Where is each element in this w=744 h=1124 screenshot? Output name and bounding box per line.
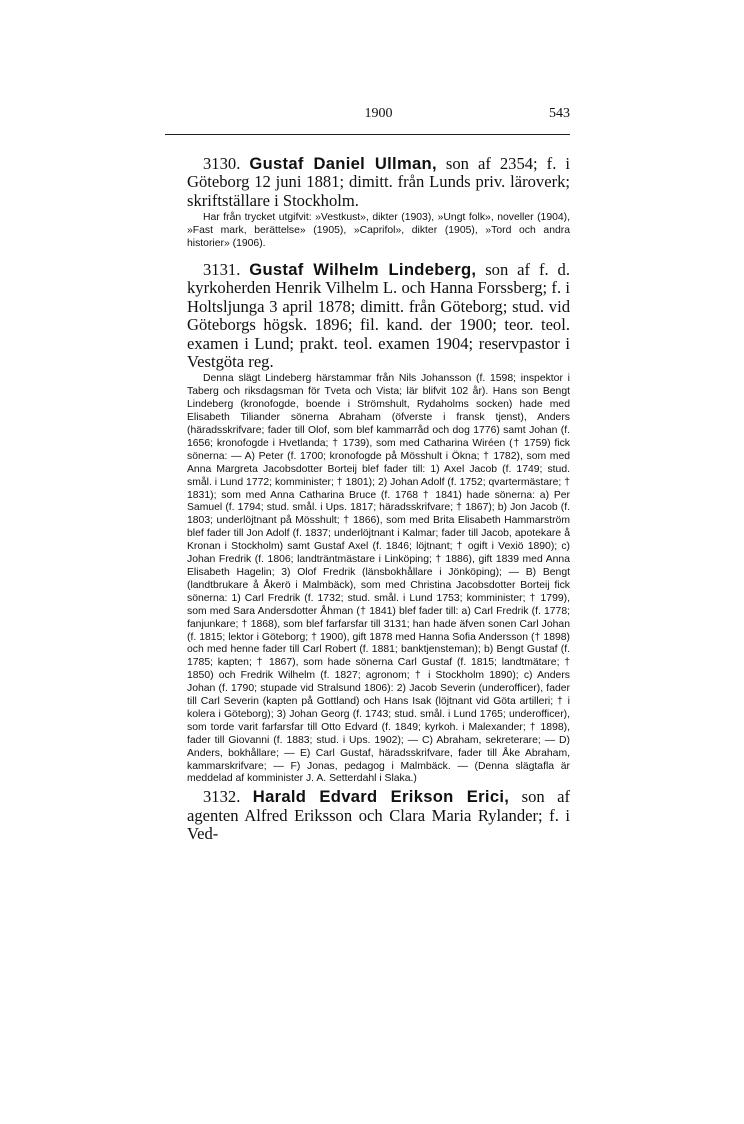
entry-3130	[187, 155, 570, 251]
entry-lead	[187, 155, 570, 210]
entry-3132	[187, 788, 570, 843]
page-header	[187, 106, 570, 128]
book-page	[187, 106, 570, 844]
entry-lead-text: son af agenten Alfred Eriksson och Clara Maria Rylander; f. i Ved-	[187, 787, 571, 844]
entry-notes: Denna slägt Lindeberg härstammar från Nils Johansson (f. 1598; inspektor i Taberg och riksdagsman för Tveta och Vista; lär blifvit 102 år). Hans son Bengt Lindeberg (kronofogde, boende i Strömshult, Rydaholms socken) hade med Elisabeth Tiliander sönerna Abraham (öfverste i fransk tjenst), Anders (häradsskrifvare; fader till Olof, som blef kammarråd och dog 1776) samt Johan (f. 1656; kronofogde i Hvetlanda; † 1739), som med Catharina Wiréen († 1759) fick sönerna: — A) Peter (f. 1700; kronofogde på Mösshult i Ökna; † 1782), som med Anna Margreta Jacobsdotter Borteij blef fader till: 1) Axel Jacob (f. 1749; stud. smål. i Lund 1772; komminister; † 1801); 2) Johan Adolf (f. 1752; qvartermästare; † 1831); som med Anna Catharina Bruce (f. 1768 † 1841) hade sönerna: a) Per Samuel (f. 1794; stud. smål. i Ups. 1817; häradsskrifvare; † 1867); b) Jon Jacob (f. 1803; underlöjtnant på Mösshult; † 1866), som med Brita Elisabeth Hammarström blef fader till Jon Adolf (f. 1837; underlöjtnant i Kalmar; fader till Jacob, apotekare å Kronan i Stockholm) samt Gustaf Axel (f. 1846; löjtnant; † ogift i Vexiö 1890); c) Johan Fredrik (f. 1806; landträntmästare i Linköping; † 1886), gift 1839 med Anna Elisabeth Hagelin; 3) Olof Fredrik (länsbokhållare i Jönköping); — B) Bengt (landtbrukare å Åkerö i Malmbäck), som med Christina Jacobsdotter Borteij fick sönerna: 1) Carl Fredrik (f. 1732; stud. smål. i Lund 1753; komminister; † 1799), som med Sara Andersdotter Åhman († 1841) blef fader till: a) Carl Fredrik (f. 1778; fanjunkare; † 1868), som blef farfarsfar till 3131; han hade äfven sonen Carl Johan (f. 1815; lektor i Göteborg; † 1900), gift 1878 med Hanna Sofia Andersson († 1898) och med henne fader till Carl Robert (f. 1881; banktjensteman); b) Bengt Gustaf (f. 1785; kapten; † 1867), som hade sönerna Carl Gustaf (f. 1815; landtmätare; † 1850) och Fredrik Wilhelm (f. 1827; agronom; † i Stockholm 1890); c) Anders Johan (f. 1790; stupade vid Stralsund 1806): 2) Jacob Severin (underofficer), fader till Carl Severin (kapten på Gottland) och Hans Isak (löjtnant vid Göta artilleri; † i kolera i Göteborg); 3) Johan Georg (f. 1743; stud. smål. i Lund 1765; underofficer), som torde varit farfarsfar till Otto Edvard (f. 1849; kyrkoh. i Malexander; † 1898), fader till Giovanni (f. 1883; stud. i Ups. 1902); — C) Abraham, sekreterare; — D) Anders, bokhållare; — E) Carl Gustaf, häradsskrifvare, fader till Åke Abraham, kammarskrifvare; — F) Jonas, pedagog i Malmbäck. — (Denna slägtafla är meddelad af komminister J. A. Setterdahl i Slaka.)	[187, 373, 570, 785]
entry-notes: Har från trycket utgifvit: »Vestkust», dikter (1903), »Ungt folk», noveller (1904), »Fast mark, berättelse» (1905), »Caprifol», dikter (1905), »Tord och andra historier» (1906).	[187, 212, 570, 250]
entry-lead-text: son af f. d. kyrkoherden Henrik Vilhelm L. och Hanna Forssberg; f. i Holtsljunga 3 april 1878; dimitt. från Göteborg; stud. vid Göteborgs högsk. 1896; fil. kand. der 1900; teor. teol. examen i Lund; prakt. teol. examen 1904; reservpastor i Vestgöta reg.	[187, 259, 570, 371]
entry-name: Harald Edvard Erikson Erici,	[252, 787, 510, 807]
entry-number: 3130.	[203, 154, 241, 173]
entry-lead-text: son af 2354; f. i Göteborg 12 juni 1881; dimitt. från Lunds priv. läroverk; skriftställare i Stockholm.	[187, 154, 570, 210]
entry-lead	[187, 788, 570, 843]
entry-name: Gustaf Daniel Ullman,	[249, 154, 437, 173]
header-rule	[165, 134, 570, 135]
entry-lead	[187, 261, 570, 371]
page-number: 543	[549, 106, 570, 121]
running-head-year: 1900	[364, 106, 393, 121]
entry-name: Gustaf Wilhelm Lindeberg,	[249, 259, 477, 279]
entry-number: 3132.	[203, 787, 241, 807]
entry-number: 3131.	[203, 259, 241, 279]
entry-3131	[187, 261, 570, 786]
